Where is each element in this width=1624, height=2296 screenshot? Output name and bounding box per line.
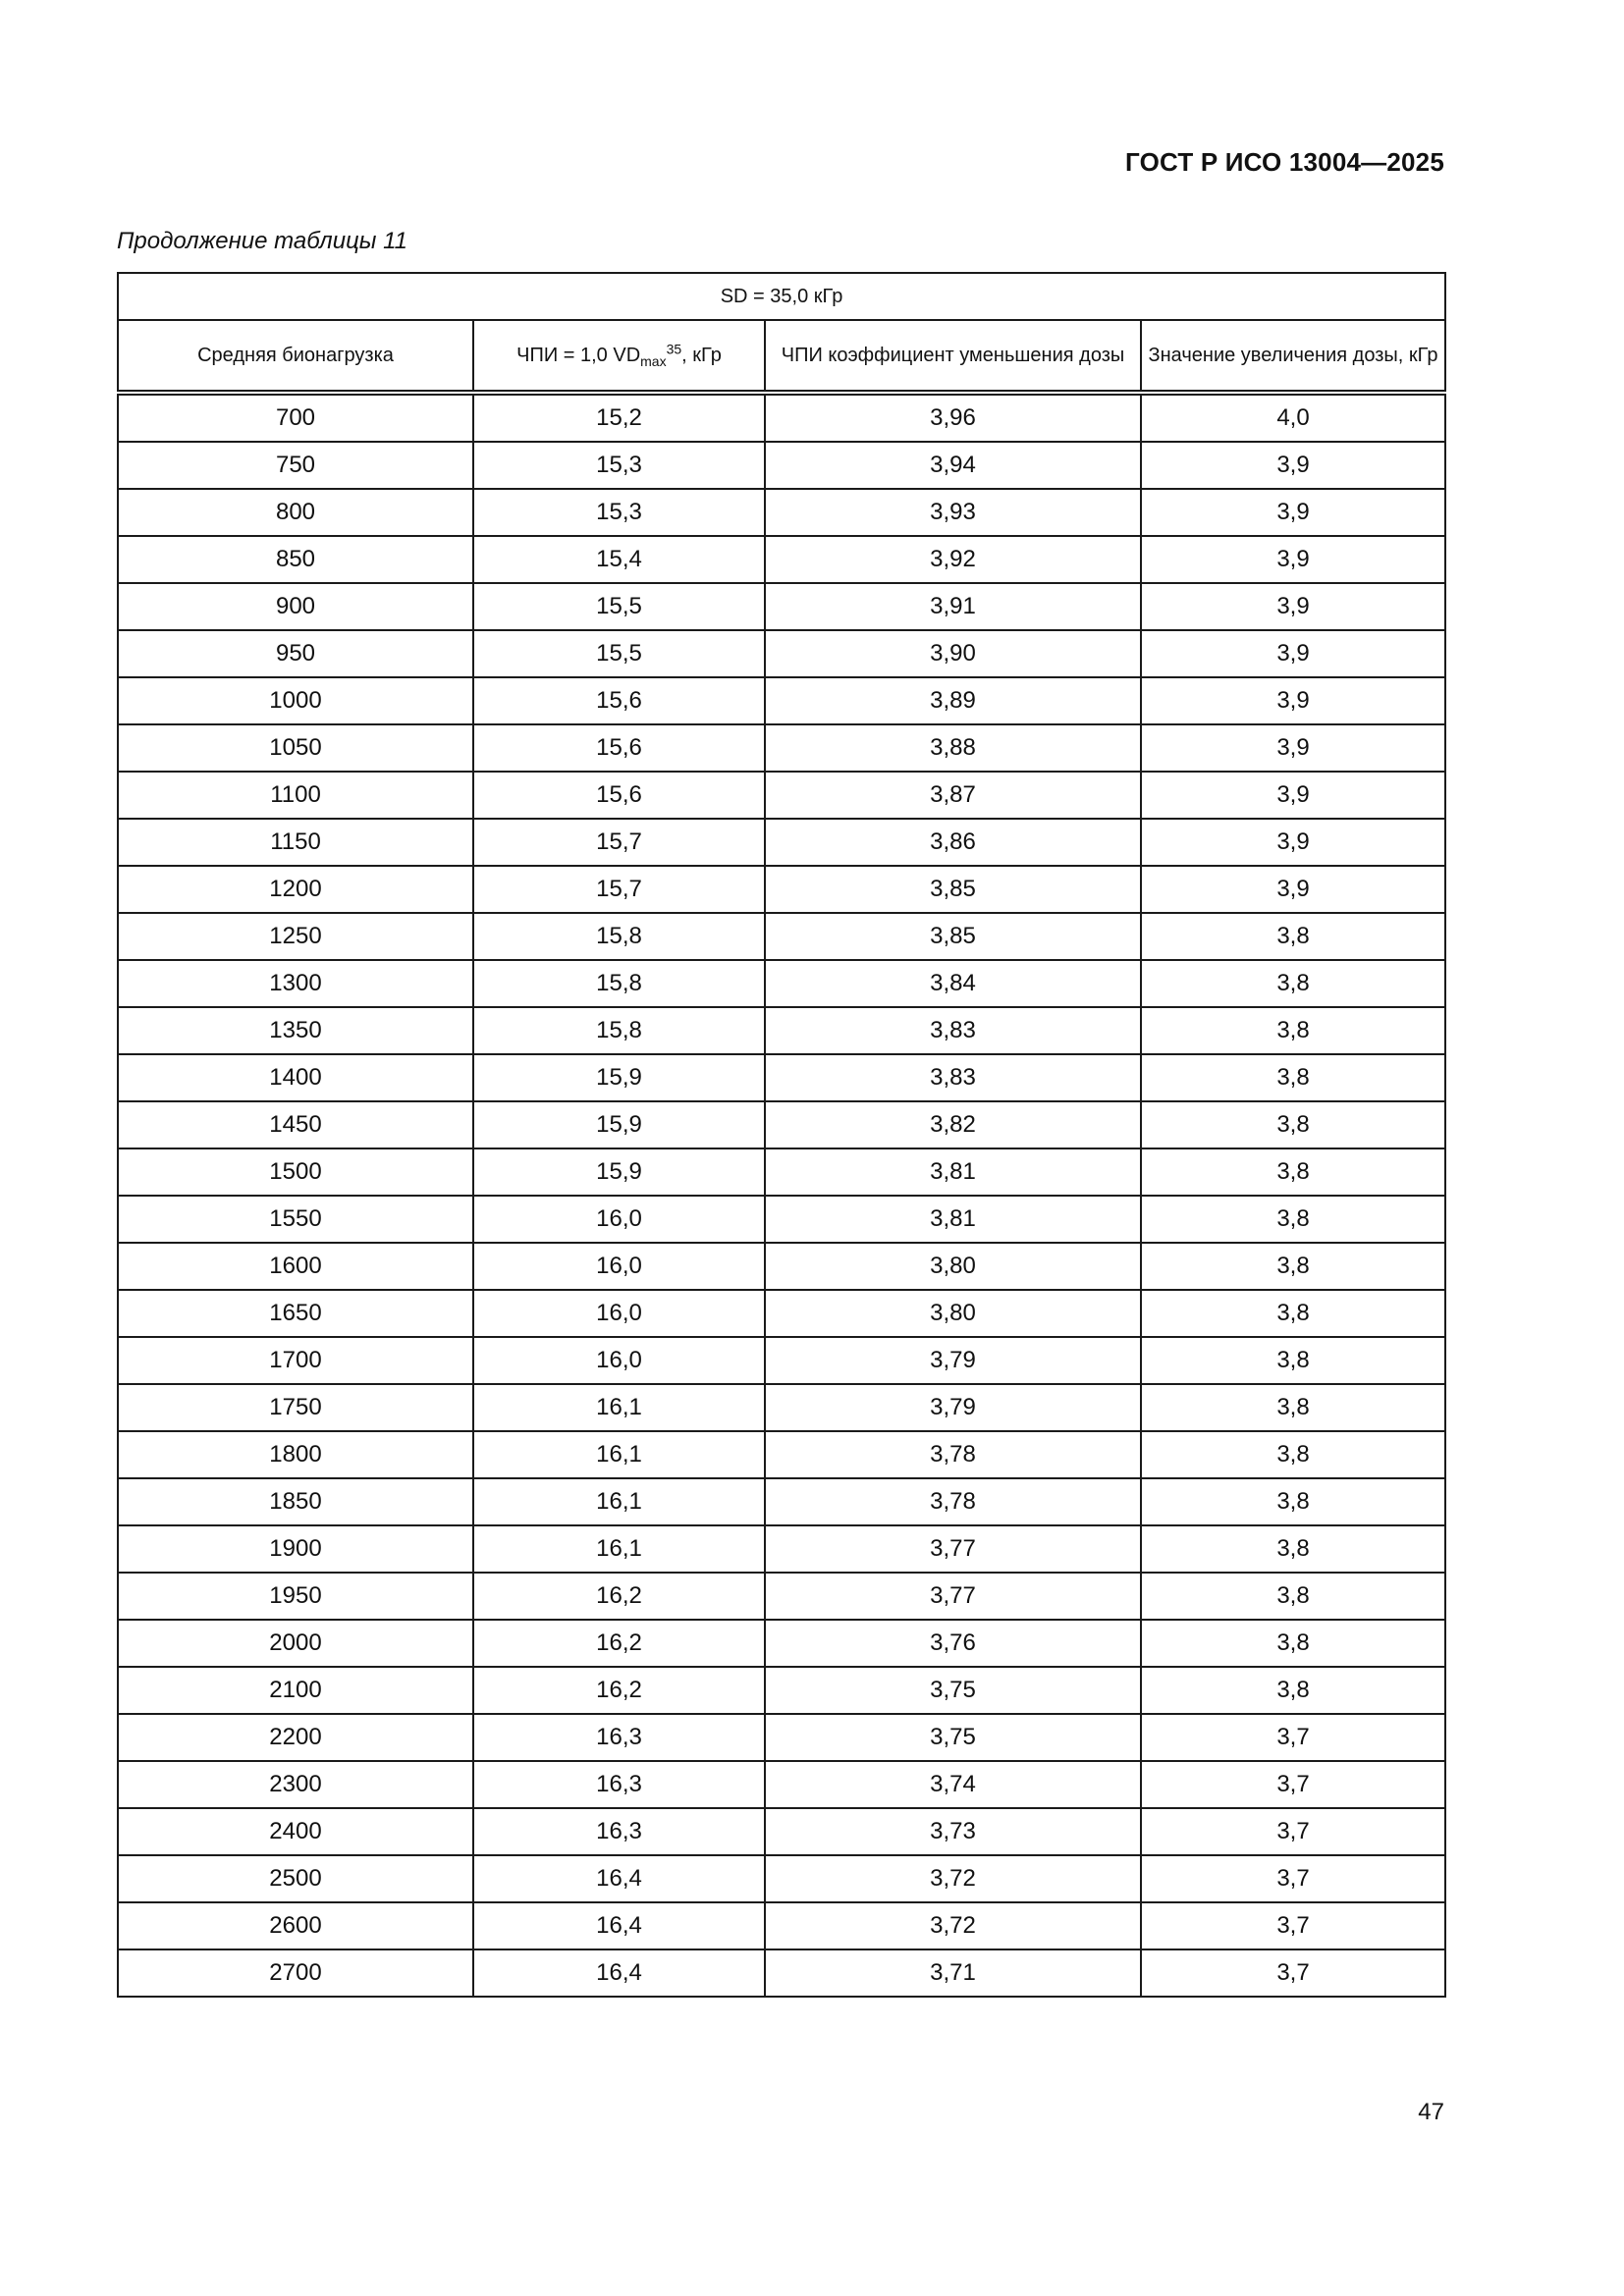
table-row (118, 393, 1445, 442)
vdmax-cell: 15,8 (473, 913, 765, 960)
table-row (118, 583, 1445, 630)
reduction-factor-cell: 3,74 (765, 1761, 1141, 1808)
dose-increase-cell: 3,8 (1141, 1007, 1445, 1054)
bioburden-cell: 1050 (118, 724, 473, 772)
table-row (118, 1620, 1445, 1667)
dose-increase-cell: 3,8 (1141, 1337, 1445, 1384)
bioburden-cell: 900 (118, 583, 473, 630)
data-table (117, 272, 1446, 1998)
table-body (118, 393, 1445, 1997)
document-header: ГОСТ Р ИСО 13004—2025 (1124, 147, 1444, 177)
table-row (118, 1007, 1445, 1054)
reduction-factor-cell: 3,83 (765, 1054, 1141, 1101)
dose-increase-cell: 3,9 (1141, 442, 1445, 489)
vdmax-cell: 15,6 (473, 772, 765, 819)
dose-increase-cell: 3,9 (1141, 724, 1445, 772)
bioburden-cell: 2700 (118, 1949, 473, 1997)
vdmax-cell: 16,0 (473, 1290, 765, 1337)
vdmax-cell: 15,9 (473, 1101, 765, 1148)
bioburden-cell: 1700 (118, 1337, 473, 1384)
dose-increase-cell: 3,8 (1141, 1243, 1445, 1290)
reduction-factor-cell: 3,80 (765, 1243, 1141, 1290)
bioburden-cell: 1500 (118, 1148, 473, 1196)
table-row (118, 772, 1445, 819)
reduction-factor-cell: 3,93 (765, 489, 1141, 536)
dose-increase-cell: 3,8 (1141, 1667, 1445, 1714)
bioburden-cell: 1200 (118, 866, 473, 913)
reduction-factor-cell: 3,71 (765, 1949, 1141, 1997)
column-header-reduction-factor: ЧПИ коэффициент уменьшения дозы (765, 320, 1141, 393)
bioburden-cell: 2400 (118, 1808, 473, 1855)
dose-increase-cell: 3,8 (1141, 1148, 1445, 1196)
vdmax-cell: 16,0 (473, 1337, 765, 1384)
reduction-factor-cell: 3,75 (765, 1714, 1141, 1761)
table-caption: Продолжение таблицы 11 (117, 228, 408, 254)
table-row (118, 536, 1445, 583)
bioburden-cell: 2300 (118, 1761, 473, 1808)
bioburden-cell: 1300 (118, 960, 473, 1007)
dose-increase-cell: 3,8 (1141, 1573, 1445, 1620)
table-row (118, 1714, 1445, 1761)
vdmax-cell: 15,6 (473, 677, 765, 724)
vdmax-cell: 15,9 (473, 1054, 765, 1101)
reduction-factor-cell: 3,77 (765, 1525, 1141, 1573)
bioburden-cell: 750 (118, 442, 473, 489)
dose-increase-cell: 3,8 (1141, 960, 1445, 1007)
reduction-factor-cell: 3,86 (765, 819, 1141, 866)
table-row (118, 913, 1445, 960)
column-header-vdmax (473, 320, 765, 393)
dose-increase-cell: 3,8 (1141, 913, 1445, 960)
dose-increase-cell: 3,7 (1141, 1808, 1445, 1855)
table-column-header-row (118, 320, 1445, 393)
vdmax-cell: 16,2 (473, 1573, 765, 1620)
reduction-factor-cell: 3,88 (765, 724, 1141, 772)
table-row (118, 442, 1445, 489)
vdmax-cell: 15,8 (473, 1007, 765, 1054)
bioburden-cell: 1650 (118, 1290, 473, 1337)
bioburden-cell: 1950 (118, 1573, 473, 1620)
dose-increase-cell: 3,8 (1141, 1101, 1445, 1148)
bioburden-cell: 850 (118, 536, 473, 583)
reduction-factor-cell: 3,89 (765, 677, 1141, 724)
reduction-factor-cell: 3,81 (765, 1196, 1141, 1243)
bioburden-cell: 1550 (118, 1196, 473, 1243)
vdmax-cell: 15,3 (473, 489, 765, 536)
vdmax-cell: 15,8 (473, 960, 765, 1007)
reduction-factor-cell: 3,90 (765, 630, 1141, 677)
vdmax-cell: 16,3 (473, 1714, 765, 1761)
reduction-factor-cell: 3,72 (765, 1855, 1141, 1902)
reduction-factor-cell: 3,85 (765, 913, 1141, 960)
reduction-factor-cell: 3,81 (765, 1148, 1141, 1196)
vdmax-cell: 16,4 (473, 1855, 765, 1902)
reduction-factor-cell: 3,84 (765, 960, 1141, 1007)
table-row (118, 1054, 1445, 1101)
table-row (118, 1478, 1445, 1525)
table-row (118, 960, 1445, 1007)
dose-increase-cell: 3,9 (1141, 489, 1445, 536)
bioburden-cell: 950 (118, 630, 473, 677)
table-row (118, 819, 1445, 866)
table-row (118, 1761, 1445, 1808)
table-row (118, 630, 1445, 677)
reduction-factor-cell: 3,80 (765, 1290, 1141, 1337)
table-row (118, 489, 1445, 536)
table-row (118, 1525, 1445, 1573)
table-row (118, 1808, 1445, 1855)
bioburden-cell: 1100 (118, 772, 473, 819)
vdmax-prefix: ЧПИ = 1,0 VD (516, 345, 641, 366)
dose-increase-cell: 3,8 (1141, 1525, 1445, 1573)
table-row (118, 677, 1445, 724)
bioburden-cell: 2500 (118, 1855, 473, 1902)
reduction-factor-cell: 3,78 (765, 1431, 1141, 1478)
vdmax-cell: 15,2 (473, 393, 765, 442)
vdmax-cell: 16,3 (473, 1761, 765, 1808)
bioburden-cell: 2200 (118, 1714, 473, 1761)
dose-increase-cell: 4,0 (1141, 393, 1445, 442)
vdmax-cell: 16,3 (473, 1808, 765, 1855)
table-row (118, 1431, 1445, 1478)
vdmax-cell: 16,2 (473, 1667, 765, 1714)
bioburden-cell: 1450 (118, 1101, 473, 1148)
vdmax-cell: 15,7 (473, 819, 765, 866)
table-row (118, 1855, 1445, 1902)
dose-increase-cell: 3,9 (1141, 536, 1445, 583)
vdmax-cell: 15,5 (473, 630, 765, 677)
reduction-factor-cell: 3,92 (765, 536, 1141, 583)
bioburden-cell: 700 (118, 393, 473, 442)
bioburden-cell: 2100 (118, 1667, 473, 1714)
bioburden-cell: 1750 (118, 1384, 473, 1431)
table-row (118, 1667, 1445, 1714)
vdmax-cell: 15,4 (473, 536, 765, 583)
table-row (118, 1337, 1445, 1384)
dose-increase-cell: 3,7 (1141, 1855, 1445, 1902)
vdmax-suffix: , кГр (681, 345, 722, 366)
table-row (118, 866, 1445, 913)
dose-increase-cell: 3,8 (1141, 1620, 1445, 1667)
vdmax-cell: 16,1 (473, 1384, 765, 1431)
dose-increase-cell: 3,9 (1141, 772, 1445, 819)
vdmax-cell: 15,7 (473, 866, 765, 913)
table-row (118, 1148, 1445, 1196)
dose-increase-cell: 3,9 (1141, 866, 1445, 913)
vdmax-cell: 16,1 (473, 1525, 765, 1573)
reduction-factor-cell: 3,77 (765, 1573, 1141, 1620)
table-row (118, 1101, 1445, 1148)
bioburden-cell: 1800 (118, 1431, 473, 1478)
vdmax-cell: 16,0 (473, 1243, 765, 1290)
dose-increase-cell: 3,8 (1141, 1431, 1445, 1478)
dose-increase-cell: 3,8 (1141, 1054, 1445, 1101)
column-header-dose-increase: Значение увеличения дозы, кГр (1141, 320, 1445, 393)
table-row (118, 1243, 1445, 1290)
bioburden-cell: 1900 (118, 1525, 473, 1573)
reduction-factor-cell: 3,96 (765, 393, 1141, 442)
reduction-factor-cell: 3,72 (765, 1902, 1141, 1949)
table-row (118, 1196, 1445, 1243)
bioburden-cell: 1850 (118, 1478, 473, 1525)
vdmax-cell: 15,9 (473, 1148, 765, 1196)
dose-increase-cell: 3,9 (1141, 819, 1445, 866)
table-row (118, 724, 1445, 772)
vdmax-cell: 16,4 (473, 1902, 765, 1949)
bioburden-cell: 2600 (118, 1902, 473, 1949)
dose-increase-cell: 3,7 (1141, 1949, 1445, 1997)
vdmax-superscript: 35 (666, 341, 682, 357)
reduction-factor-cell: 3,79 (765, 1384, 1141, 1431)
dose-increase-cell: 3,8 (1141, 1290, 1445, 1337)
vdmax-cell: 15,3 (473, 442, 765, 489)
page-number: 47 (1418, 2099, 1444, 2125)
dose-increase-cell: 3,9 (1141, 677, 1445, 724)
reduction-factor-cell: 3,82 (765, 1101, 1141, 1148)
dose-increase-cell: 3,8 (1141, 1196, 1445, 1243)
bioburden-cell: 1350 (118, 1007, 473, 1054)
dose-increase-cell: 3,8 (1141, 1478, 1445, 1525)
sd-header: SD = 35,0 кГр (118, 273, 1445, 320)
dose-increase-cell: 3,7 (1141, 1714, 1445, 1761)
reduction-factor-cell: 3,73 (765, 1808, 1141, 1855)
vdmax-cell: 15,5 (473, 583, 765, 630)
reduction-factor-cell: 3,91 (765, 583, 1141, 630)
vdmax-cell: 16,4 (473, 1949, 765, 1997)
reduction-factor-cell: 3,83 (765, 1007, 1141, 1054)
table-row (118, 1902, 1445, 1949)
vdmax-cell: 16,2 (473, 1620, 765, 1667)
reduction-factor-cell: 3,94 (765, 442, 1141, 489)
reduction-factor-cell: 3,85 (765, 866, 1141, 913)
column-header-bioburden: Средняя бионагрузка (118, 320, 473, 393)
vdmax-cell: 16,1 (473, 1431, 765, 1478)
vdmax-cell: 15,6 (473, 724, 765, 772)
table-row (118, 1384, 1445, 1431)
reduction-factor-cell: 3,79 (765, 1337, 1141, 1384)
table-row (118, 1949, 1445, 1997)
bioburden-cell: 1150 (118, 819, 473, 866)
bioburden-cell: 2000 (118, 1620, 473, 1667)
bioburden-cell: 1250 (118, 913, 473, 960)
bioburden-cell: 1000 (118, 677, 473, 724)
vdmax-subscript: max (640, 353, 667, 369)
dose-increase-cell: 3,7 (1141, 1761, 1445, 1808)
vdmax-cell: 16,1 (473, 1478, 765, 1525)
bioburden-cell: 800 (118, 489, 473, 536)
table-row (118, 1573, 1445, 1620)
reduction-factor-cell: 3,75 (765, 1667, 1141, 1714)
reduction-factor-cell: 3,87 (765, 772, 1141, 819)
bioburden-cell: 1400 (118, 1054, 473, 1101)
reduction-factor-cell: 3,76 (765, 1620, 1141, 1667)
dose-increase-cell: 3,7 (1141, 1902, 1445, 1949)
vdmax-cell: 16,0 (473, 1196, 765, 1243)
table-row (118, 1290, 1445, 1337)
table-group-header-row (118, 273, 1445, 320)
reduction-factor-cell: 3,78 (765, 1478, 1141, 1525)
dose-increase-cell: 3,9 (1141, 583, 1445, 630)
dose-increase-cell: 3,8 (1141, 1384, 1445, 1431)
bioburden-cell: 1600 (118, 1243, 473, 1290)
dose-increase-cell: 3,9 (1141, 630, 1445, 677)
